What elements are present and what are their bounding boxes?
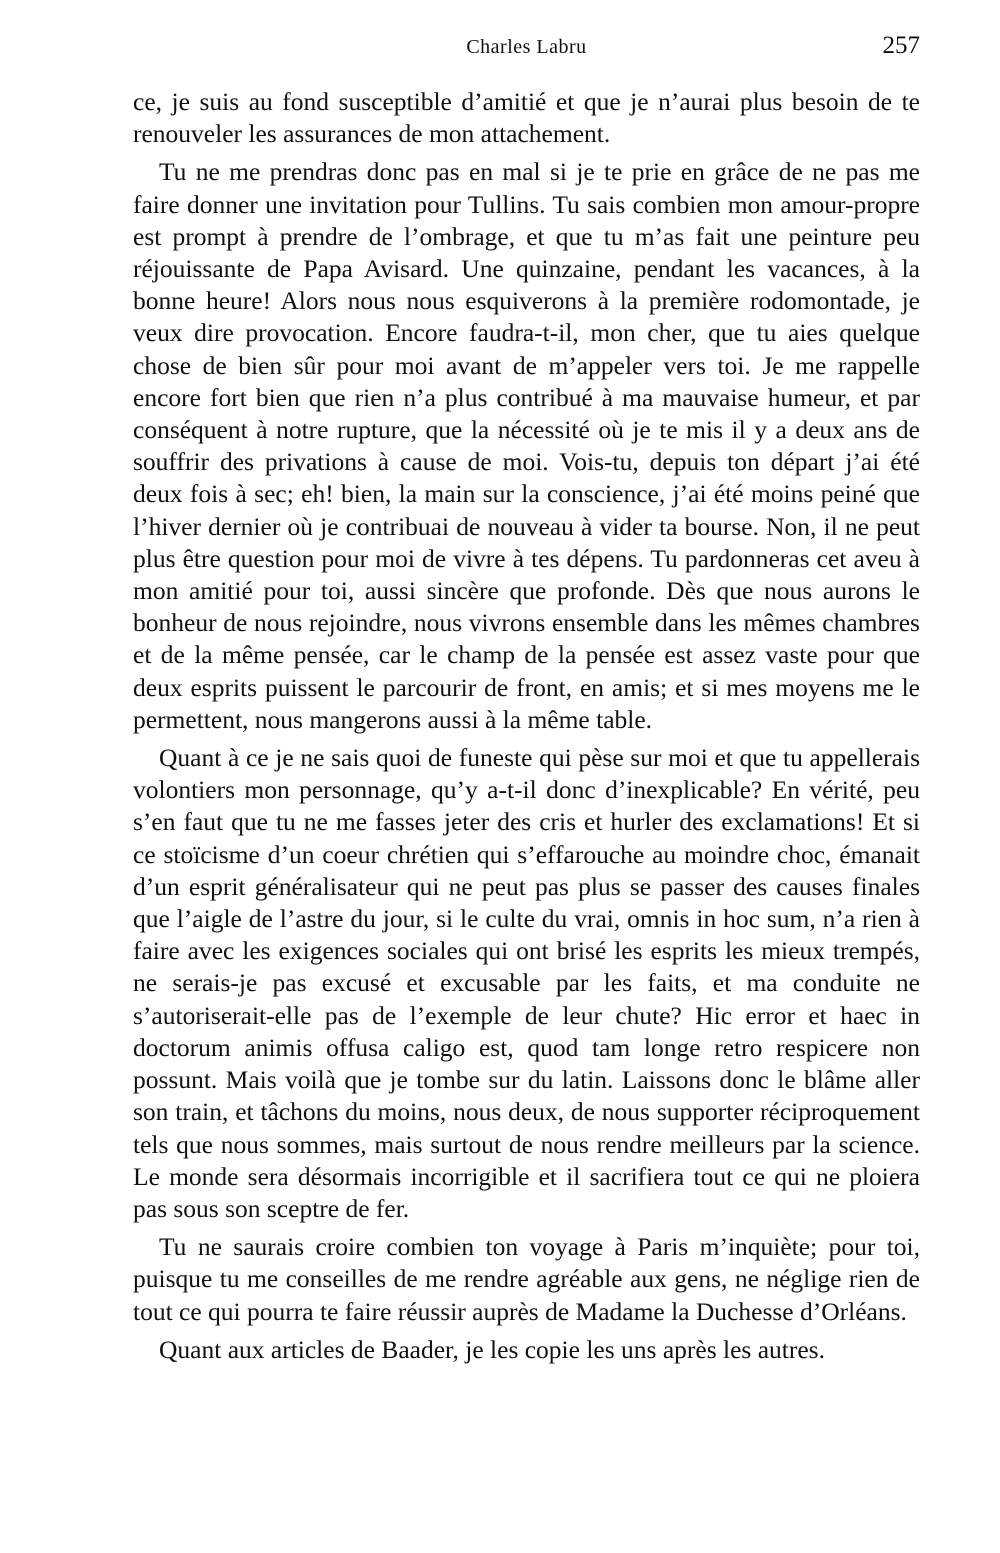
page-number: 257	[882, 32, 920, 59]
body-text	[133, 86, 920, 1366]
paragraph: Tu ne me prendras donc pas en mal si je te prie en grâce de ne pas me faire donner une invitation pour Tullins. Tu sais combien mon amour-propre est prompt à prendre de l’ombrage, et que tu m’as fait une peinture peu réjouissante de Papa Avisard. Une quinzaine, pendant les vacances, à la bonne heure! Alors nous nous esquiverons à la première rodomontade, je veux dire provocation. Encore faudra-t-il, mon cher, que tu aies quelque chose de bien sûr pour moi avant de m’appeler vers toi. Je me rappelle encore fort bien que rien n’a plus contribué à ma mauvaise humeur, et par conséquent à notre rupture, que la nécessité où je te mis il y a deux ans de souffrir des privations à cause de moi. Vois-tu, depuis ton départ j’ai été deux fois à sec; eh! bien, la main sur la conscience, j’ai été moins peiné que l’hiver dernier où je contribuai de nouveau à vider ta bourse. Non, il ne peut plus être question pour moi de vivre à tes dépens. Tu pardonneras cet aveu à mon amitié pour toi, aussi sincère que profonde. Dès que nous aurons le bonheur de nous rejoindre, nous vivrons ensemble dans les mêmes chambres et de la même pensée, car le champ de la pensée est assez vaste pour que deux esprits puissent le parcourir de front, en amis; et si mes moyens me le permettent, nous mangerons aussi à la même table.	[133, 157, 920, 734]
paragraph-continued: ce, je suis au fond susceptible d’amitié et que je n’aurai plus besoin de te renouveler les assurances de mon attachement.	[133, 87, 920, 149]
paragraph: Quant à ce je ne sais quoi de funeste qui pèse sur moi et que tu appellerais volontiers mon personnage, qu’y a-t-il donc d’inexplicable? En vérité, peu s’en faut que tu ne me fasses jeter des cris et hurler des exclamations! Et si ce stoïcisme d’un coeur chrétien qui s’effarouche au moindre choc, émanait d’un esprit généralisateur qui ne peut pas plus se passer des causes finales que l’aigle de l’astre du jour, si le culte du vrai, omnis in hoc sum, n’a rien à faire avec les exigences sociales qui ont brisé les esprits les mieux trempés, ne serais-je pas excusé et excusable par les faits, et ma conduite ne s’autoriserait-elle pas de l’exemple de leur chute? Hic error et haec in doctorum animis offusa caligo est, quod tam longe retro respicere non possunt. Mais voilà que je tombe sur du latin. Laissons donc le blâme aller son train, et tâchons du moins, nous deux, de nous supporter réciproquement tels que nous sommes, mais surtout de nous rendre meilleurs par la science. Le monde sera désormais incorrigible et il sacrifiera tout ce qui ne ploiera pas sous son sceptre de fer.	[133, 743, 920, 1223]
running-title: Charles Labru	[466, 36, 587, 58]
paragraph: Quant aux articles de Baader, je les copie les uns après les autres.	[159, 1334, 825, 1364]
paragraph: Tu ne saurais croire combien ton voyage à Paris m’inquiète; pour toi, puisque tu me conseilles de me rendre agréable aux gens, ne néglige rien de tout ce qui pourra te faire réussir auprès de Madame la Duchesse d’Orléans.	[133, 1232, 920, 1326]
running-head	[133, 30, 920, 66]
